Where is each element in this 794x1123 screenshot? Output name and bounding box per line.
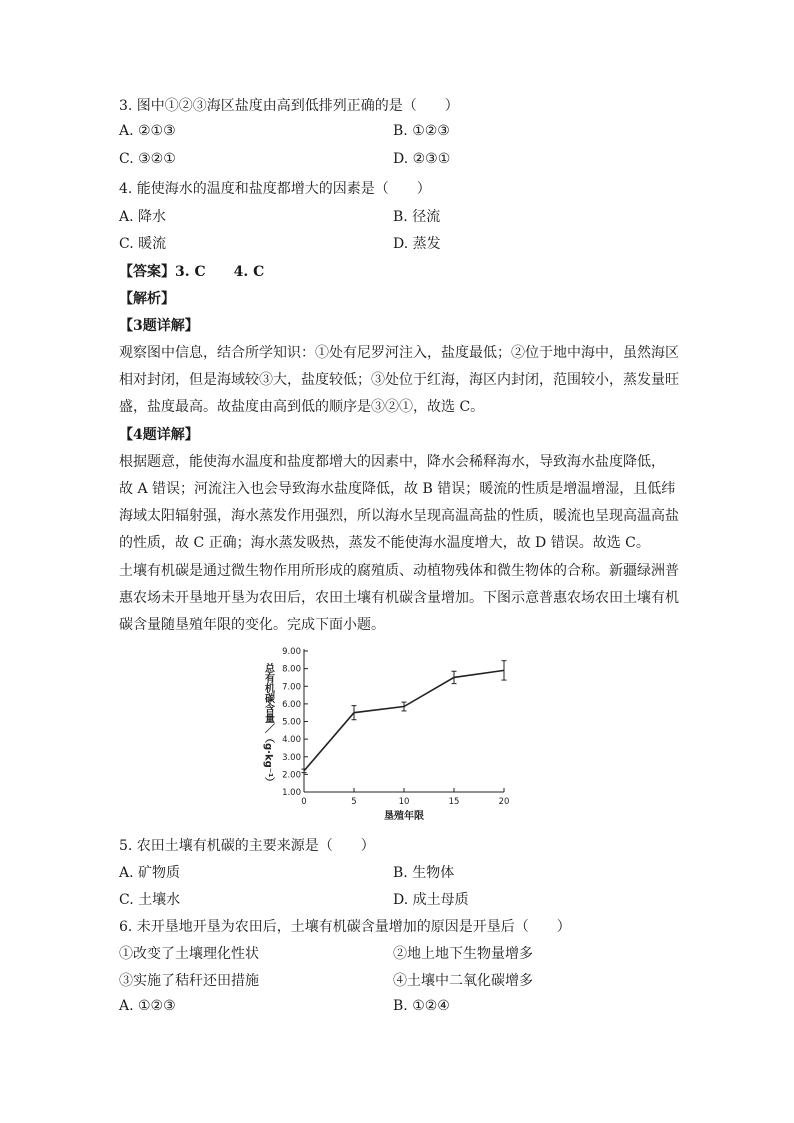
q6-stem: 6. 未开垦地开垦为农田后，土壤有机碳含量增加的原因是开垦后（ ）	[119, 919, 571, 935]
q5-option-d: D. 成土母质	[393, 892, 469, 908]
q3-option-c: C. ③②①	[119, 151, 176, 167]
q3-detail-line: 相对封闭，但是海域较③大，盐度较低；③处位于红海，海区内封闭，范围较小，蒸发量旺	[119, 372, 679, 388]
y-tick-label: 8.00	[282, 664, 301, 675]
q6-item-3: ③实施了秸秆还田措施	[119, 973, 259, 989]
series-line	[304, 670, 504, 770]
q4-detail-heading: 【4题详解】	[119, 427, 199, 443]
organic-carbon-chart	[258, 642, 528, 824]
q3-option-d: D. ②③①	[393, 151, 451, 167]
x-tick-label: 10	[398, 797, 410, 807]
y-tick-label: 7.00	[282, 682, 301, 693]
y-tick-label: 3.00	[282, 752, 301, 763]
x-tick-label: 15	[448, 797, 460, 807]
x-axis-label: 垦殖年限	[384, 811, 424, 822]
q4-stem: 4. 能使海水的温度和盐度都增大的因素是（ ）	[119, 181, 431, 197]
q4-detail-line: 故 A 错误；河流注入也会导致海水盐度降低，故 B 错误；暖流的性质是增温增湿，且低纬	[119, 481, 676, 497]
q3-option-b: B. ①②③	[393, 123, 450, 139]
q4-option-a: A. 降水	[119, 209, 167, 225]
y-axis-label: 总有机碳含量／（g·kg⁻¹）	[262, 663, 274, 788]
q4-option-d: D. 蒸发	[393, 236, 441, 252]
q6-item-2: ②地上地下生物量增多	[393, 946, 533, 962]
y-tick-label: 9.00	[282, 647, 301, 657]
q3-detail-line: 盛，盐度最高。故盐度由高到低的顺序是③②①，故选 C。	[119, 399, 485, 415]
q6-option-b: B. ①②④	[393, 998, 450, 1014]
q3-detail-heading: 【3题详解】	[119, 318, 199, 334]
q6-item-4: ④土壤中二氧化碳增多	[393, 973, 533, 989]
intro-line: 惠农场未开垦地开垦为农田后，农田土壤有机碳含量增加。下图示意普惠农场农田土壤有机	[119, 590, 679, 606]
q4-detail-line: 根据题意，能使海水温度和盐度都增大的因素中，降水会稀释海水，导致海水盐度降低，	[119, 454, 665, 470]
analysis-heading: 【解析】	[119, 291, 175, 307]
y-tick-label: 2.00	[282, 770, 301, 781]
q5-option-a: A. 矿物质	[119, 865, 181, 881]
y-tick-label: 4.00	[282, 735, 301, 746]
q6-option-a: A. ①②③	[119, 998, 176, 1014]
q5-stem: 5. 农田土壤有机碳的主要来源是（ ）	[119, 838, 375, 854]
x-tick-label: 0	[301, 797, 307, 807]
q3-option-a: A. ②①③	[119, 123, 176, 139]
q5-option-b: B. 生物体	[393, 865, 455, 881]
q4-detail-line: 海域太阳辐射强，海水蒸发作用强烈，所以海水呈现高温高盐的性质，暖流也呈现高温高盐	[119, 508, 679, 524]
q4-option-b: B. 径流	[393, 209, 441, 225]
q4-detail-line: 的性质，故 C 正确；海水蒸发吸热，蒸发不能使海水温度增大，故 D 错误。故选 C。	[119, 535, 650, 551]
y-tick-label: 1.00	[282, 788, 301, 798]
y-tick-label: 5.00	[282, 717, 301, 728]
q3-stem: 3. 图中①②③海区盐度由高到低排列正确的是（ ）	[119, 98, 459, 114]
q6-item-1: ①改变了土壤理化性状	[119, 946, 259, 962]
y-tick-label: 6.00	[282, 699, 301, 710]
q3-detail-line: 观察图中信息，结合所学知识：①处有尼罗河注入，盐度最低；②位于地中海中，虽然海区	[119, 345, 679, 361]
x-tick-label: 5	[351, 797, 357, 807]
q5-option-c: C. 土壤水	[119, 892, 181, 908]
q4-option-c: C. 暖流	[119, 236, 167, 252]
answer-line: 【答案】3. C 4. C	[119, 264, 265, 280]
x-tick-label: 20	[498, 797, 510, 807]
intro-line: 碳含量随垦殖年限的变化。完成下面小题。	[119, 617, 385, 633]
intro-line: 土壤有机碳是通过微生物作用所形成的腐殖质、动植物残体和微生物体的合称。新疆绿洲普	[119, 563, 679, 579]
